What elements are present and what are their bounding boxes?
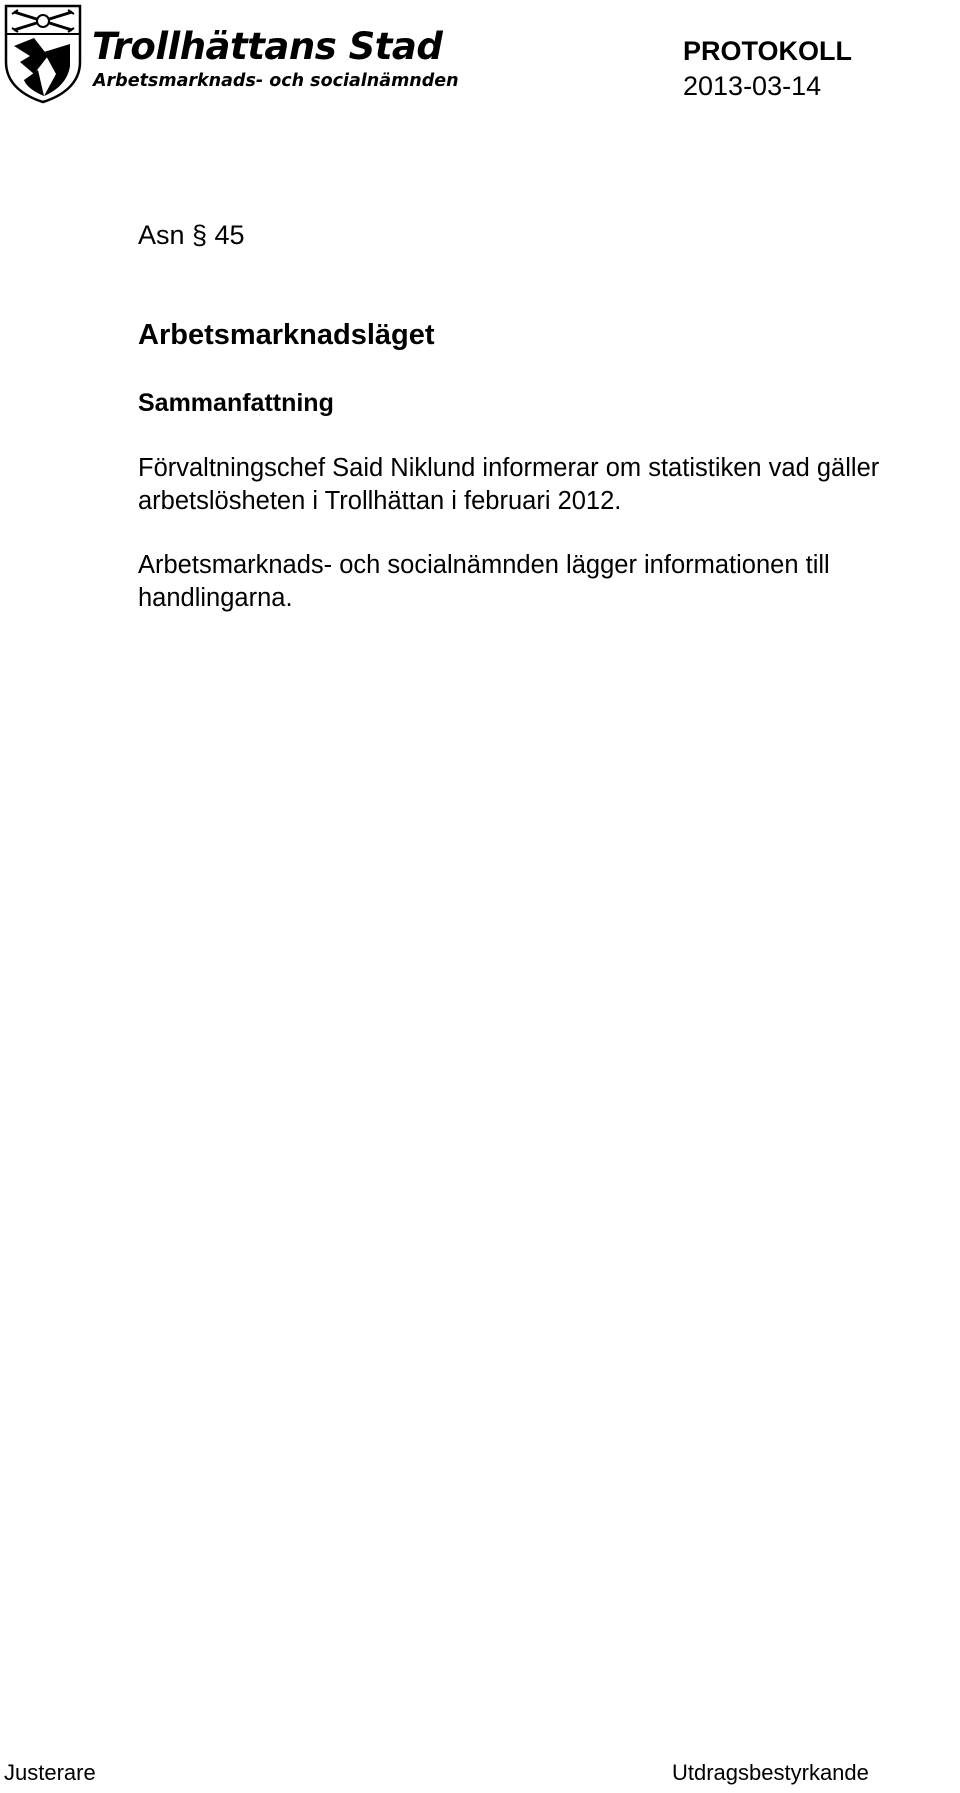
footer-utdragsbestyrkande-label: Utdragsbestyrkande: [672, 1760, 869, 1785]
document-type: PROTOKOLL: [683, 36, 853, 66]
footer-justerare-label: Justerare: [4, 1760, 96, 1785]
document-date: 2013-03-14: [683, 71, 822, 101]
paragraph-reference: Asn § 45: [138, 220, 245, 250]
org-unit: Arbetsmarknads- och socialnämnden: [93, 71, 459, 91]
org-name: Trollhättans Stad: [92, 25, 443, 68]
section-title: Arbetsmarknadsläget: [138, 319, 435, 351]
body-paragraph: Arbetsmarknads- och socialnämnden lägger informationen till handlingarna.: [138, 551, 830, 612]
body-paragraph: Förvaltningschef Said Niklund informerar om statistiken vad gäller arbetslösheten i Trollhättan i februari 2012.: [138, 454, 880, 515]
section-subtitle: Sammanfattning: [138, 389, 334, 417]
trollhattan-coat-of-arms-icon: [4, 4, 82, 104]
